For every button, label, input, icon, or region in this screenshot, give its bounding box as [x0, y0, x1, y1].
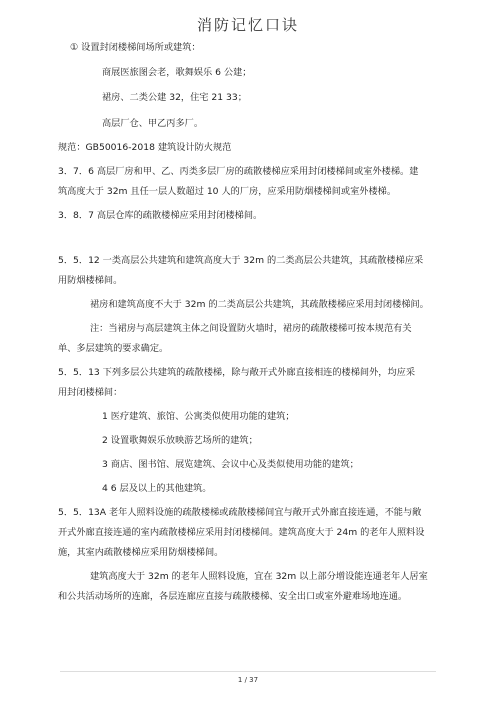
page-indicator: 1 / 37 [237, 676, 259, 684]
clause-note: 注：当裙房与高层建筑主体之间设置防火墙时，裙房的疏散楼梯可按本规范有关 [90, 323, 412, 334]
list-item: 1 医疗建筑、旅馆、公寓类似使用功能的建筑； [102, 411, 295, 422]
standard-reference: 规范：GB50016-2018 建筑设计防火规范 [58, 142, 232, 153]
mnemonic-line: 商展医旅图会老，歌舞娱乐 6 公建； [102, 67, 252, 78]
clause-text: 3．7．6 高层厂房和甲、乙、丙类多层厂房的疏散楼梯应采用封闭楼梯间或室外楼梯。建 [58, 166, 419, 177]
list-item: 4 6 层及以上的其他建筑。 [102, 483, 212, 494]
list-item: 3 商店、图书馆、展览建筑、会议中心及类似使用功能的建筑； [102, 459, 359, 470]
mnemonic-line: 高层厂仓、甲乙丙多厂。 [102, 118, 204, 129]
clause-text: 3．8．7 高层仓库的疏散楼梯应采用封闭楼梯间。 [58, 210, 263, 221]
clause-text: 5．5．13 下列多层公共建筑的疏散楼梯，除与敞开式外廊直接相连的楼梯间外，均应采 [58, 367, 416, 378]
clause-text: 用防烟楼梯间。 [58, 275, 123, 286]
page-title: 消防记忆口诀 [196, 16, 299, 34]
clause-text: 裙房和建筑高度不大于 32m 的二类高层公共建筑，其疏散楼梯应采用封闭楼梯间。 [90, 299, 429, 310]
mnemonic-line: 裙房、二类公建 32，住宅 21 33； [102, 92, 247, 103]
footer-divider [60, 671, 436, 672]
clause-text: 用封闭楼梯间： [58, 387, 123, 398]
clause-note: 单、多层建筑的要求确定。 [58, 343, 169, 354]
clause-text: 5．5．13A 老年人照料设施的疏散楼梯或疏散楼梯间宜与敞开式外廊直接连通，不能与敞 [58, 507, 422, 518]
clause-text: 开式外廊直接连通的室内疏散楼梯应采用封闭楼梯间。建筑高度大于 24m 的老年人照料设 [58, 527, 425, 538]
list-heading: ① 设置封闭楼梯间场所或建筑： [70, 42, 201, 53]
list-item: 2 设置歌舞娱乐放映游艺场所的建筑； [102, 435, 258, 446]
clause-text: 和公共活动场所的连廊，各层连廊应直接与疏散楼梯、安全出口或室外避难场地连通。 [58, 591, 408, 602]
clause-text: 施，其室内疏散楼梯应采用防烟楼梯间。 [58, 547, 224, 558]
clause-text: 建筑高度大于 32m 的老年人照料设施，宜在 32m 以上部分增设能连通老年人居室 [90, 571, 428, 582]
clause-text: 5．5．12 一类高层公共建筑和建筑高度大于 32m 的二类高层公共建筑，其疏散楼梯应采 [58, 255, 424, 266]
clause-text: 筑高度大于 32m 且任一层人数超过 10 人的厂房，应采用防烟楼梯间或室外楼梯。 [58, 186, 397, 197]
